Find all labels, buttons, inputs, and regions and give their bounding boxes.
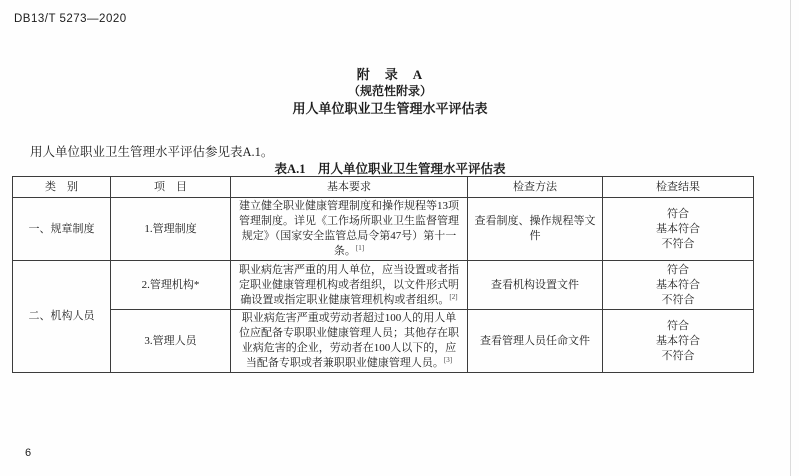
item-cell: 1.管理制度 — [111, 198, 231, 261]
footnote-marker: [1] — [355, 244, 365, 252]
category-cell: 一、规章制度 — [13, 198, 111, 261]
table-row — [13, 198, 754, 261]
column-header-result: 检查结果 — [603, 177, 754, 198]
result-option: 基本符合 — [656, 222, 700, 235]
appendix-title-block — [0, 66, 780, 117]
method-cell: 查看管理人员任命文件 — [468, 310, 603, 373]
method-cell: 查看制度、操作规程等文件 — [468, 198, 603, 261]
footnote-marker: [2] — [449, 292, 458, 301]
item-cell: 3.管理人员 — [111, 310, 231, 373]
standard-number: DB13/T 5273—2020 — [14, 13, 127, 25]
result-option: 基本符合 — [656, 278, 700, 291]
column-header-item: 项 目 — [111, 177, 231, 198]
requirement-cell — [231, 261, 468, 310]
category-cell: 二、机构人员 — [13, 261, 111, 373]
table-caption: 表A.1 用人单位职业卫生管理水平评估表 — [274, 162, 506, 176]
item-cell: 2.管理机构* — [111, 261, 231, 310]
result-option: 不符合 — [661, 237, 695, 250]
column-header-method: 检查方法 — [468, 177, 603, 198]
result-cell — [603, 198, 754, 261]
appendix-table-name: 用人单位职业卫生管理水平评估表 — [292, 101, 488, 116]
requirement-text: 职业病危害严重的用人单位，应当设置或者指定职业健康管理机构或者组织，以文件形式明确设置或指定职业健康管理机构或者组织。 — [239, 263, 459, 306]
table-header-row — [13, 177, 754, 198]
requirement-cell — [231, 198, 468, 261]
appendix-title: 附 录 A — [356, 67, 424, 82]
column-header-requirement: 基本要求 — [231, 177, 468, 198]
column-header-category: 类 别 — [13, 177, 111, 198]
table-row — [13, 261, 754, 310]
result-option: 符合 — [667, 319, 689, 332]
footnote-marker: [3] — [443, 356, 453, 364]
page-number: 6 — [25, 447, 32, 459]
requirement-cell — [231, 310, 468, 373]
requirement-text: 职业病危害严重或劳动者超过100人的用人单位应配备专职职业健康管理人员；其他存在职业病危害的企业，劳动者在100人以下的，应当配备专职或者兼职职业健康管理人员。 — [239, 312, 459, 369]
table-row — [13, 310, 754, 373]
result-cell — [603, 261, 754, 310]
result-option: 不符合 — [661, 349, 695, 362]
requirement-text: 建立健全职业健康管理制度和操作规程等13项管理制度。详见《工作场所职业卫生监督管理规定》（国家安全监管总局令第47号）第十一条。 — [239, 200, 459, 257]
result-cell — [603, 310, 754, 373]
result-option: 符合 — [667, 263, 689, 276]
intro-paragraph: 用人单位职业卫生管理水平评估参见表A.1。 — [30, 145, 274, 159]
appendix-subtitle: （规范性附录） — [347, 84, 432, 98]
result-option: 不符合 — [661, 293, 695, 306]
evaluation-table — [12, 176, 754, 373]
method-cell: 查看机构设置文件 — [468, 261, 603, 310]
page-edge-line — [790, 0, 791, 476]
result-option: 符合 — [667, 207, 689, 220]
result-option: 基本符合 — [656, 334, 700, 347]
